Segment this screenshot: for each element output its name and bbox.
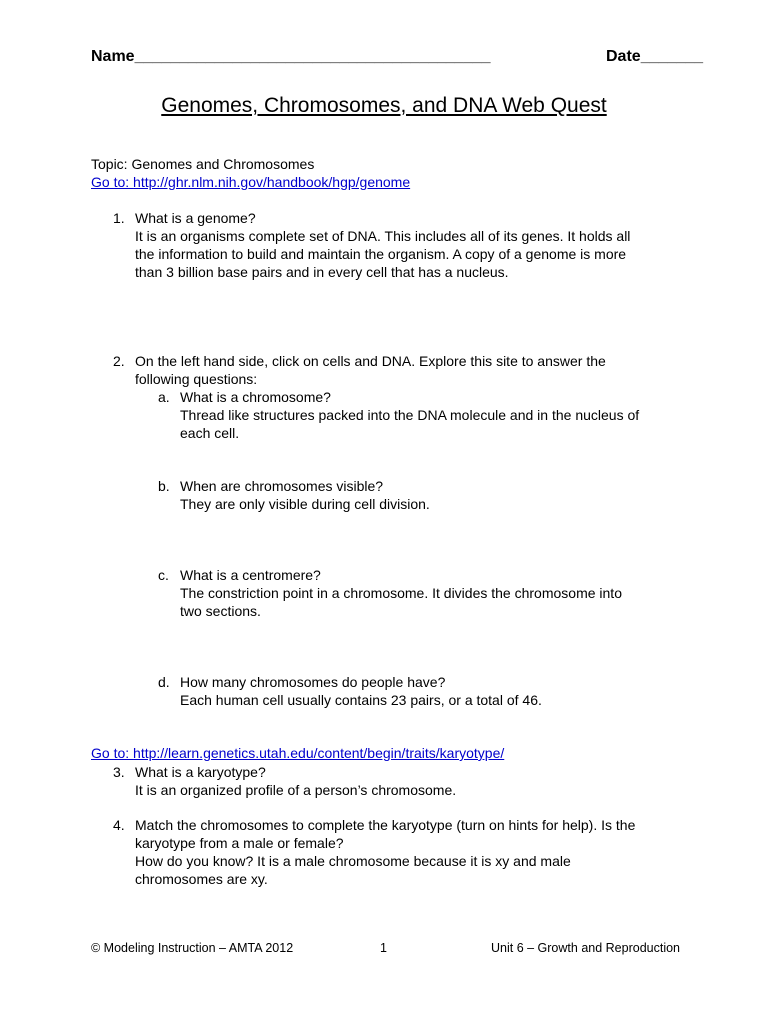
q2c-answer-line: two sections. — [180, 603, 261, 619]
q2b-letter: b. — [158, 478, 170, 494]
topic-label: Topic: Genomes and Chromosomes — [91, 156, 315, 172]
q1-number: 1. — [113, 210, 125, 226]
q2a-question: What is a chromosome? — [180, 389, 331, 405]
name-blank: ________________________________________ — [134, 48, 491, 65]
goto-line-2 — [91, 744, 504, 762]
karyotype-link[interactable]: http://learn.genetics.utah.edu/content/begin/traits/karyotype/ — [133, 745, 505, 761]
q2a-answer-line: each cell. — [180, 425, 240, 441]
date-field — [606, 48, 703, 66]
footer-unit: Unit 6 – Growth and Reproduction — [491, 941, 680, 955]
q2c-question: What is a centromere? — [180, 567, 321, 583]
q2b-answer-line: They are only visible during cell division. — [180, 496, 430, 512]
q4-text-line: chromosomes are xy. — [135, 871, 268, 887]
goto-line-1 — [91, 173, 410, 191]
q4-text-line: Match the chromosomes to complete the karyotype (turn on hints for help). Is the — [135, 817, 636, 833]
q2c-letter: c. — [158, 567, 169, 583]
q4-text-line: How do you know? It is a male chromosome because it is xy and male — [135, 853, 571, 869]
q2-text-line: following questions: — [135, 371, 258, 387]
q2d-letter: d. — [158, 674, 170, 690]
q1-answer-line: than 3 billion base pairs and in every cell that has a nucleus. — [135, 264, 509, 280]
page-title: Genomes, Chromosomes, and DNA Web Quest — [161, 94, 607, 117]
date-label: Date — [606, 48, 641, 65]
q2d-question: How many chromosomes do people have? — [180, 674, 446, 690]
q3-answer: It is an organized profile of a person’s chromosome. — [135, 782, 457, 798]
q2d-answer-line: Each human cell usually contains 23 pairs, or a total of 46. — [180, 692, 542, 708]
q1-answer-line: It is an organisms complete set of DNA. This includes all of its genes. It holds all — [135, 228, 631, 244]
q1-answer-line: the information to build and maintain the organism. A copy of a genome is more — [135, 246, 627, 262]
footer-copyright: © Modeling Instruction – AMTA 2012 — [91, 941, 294, 955]
goto-label: Go to: — [91, 174, 134, 190]
q2b-question: When are chromosomes visible? — [180, 478, 384, 494]
q4-number: 4. — [113, 817, 125, 833]
q2a-answer-line: Thread like structures packed into the DNA molecule and in the nucleus of — [180, 407, 640, 423]
name-label: Name — [91, 48, 135, 65]
name-field — [91, 48, 491, 66]
q2-number: 2. — [113, 353, 125, 369]
q2c-answer-line: The constriction point in a chromosome. It divides the chromosome into — [180, 585, 622, 601]
q2a-letter: a. — [158, 389, 170, 405]
q1-question: What is a genome? — [135, 210, 256, 226]
q3-question: What is a karyotype? — [135, 764, 266, 780]
q4-text-line: karyotype from a male or female? — [135, 835, 344, 851]
q3-number: 3. — [113, 764, 125, 780]
footer-page-number: 1 — [380, 941, 387, 955]
genome-link[interactable]: http://ghr.nlm.nih.gov/handbook/hgp/genome — [133, 174, 411, 190]
q2-text-line: On the left hand side, click on cells and DNA. Explore this site to answer the — [135, 353, 606, 369]
date-blank: _______ — [640, 48, 703, 65]
goto-label: Go to: — [91, 745, 134, 761]
